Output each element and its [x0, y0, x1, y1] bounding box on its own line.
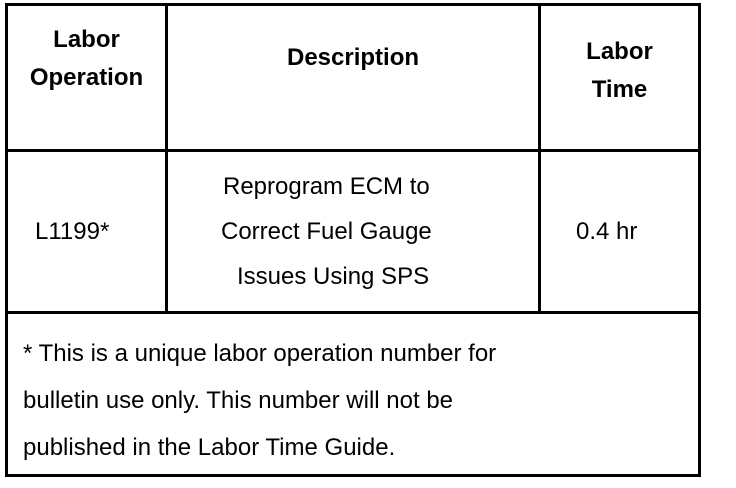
header-labor-time-line1: Labor	[586, 37, 653, 65]
footnote-line1: * This is a unique labor operation number for	[23, 340, 497, 367]
header-labor-operation	[8, 6, 165, 149]
header-labor-operation-line1: Labor	[53, 25, 120, 53]
header-description-text: Description	[286, 43, 420, 71]
footnote	[23, 330, 683, 471]
footnote-line2: bulletin use only. This number will not be	[23, 387, 454, 414]
row-divider	[5, 311, 701, 314]
header-labor-time-line2: Time	[591, 75, 648, 103]
labor-time-value: 0.4 hr	[576, 218, 638, 245]
labor-operation-value: L1199*	[35, 218, 110, 245]
description-line3: Issues Using SPS	[237, 263, 430, 290]
description-line2: Correct Fuel Gauge	[221, 218, 432, 245]
header-labor-operation-line2: Operation	[29, 63, 144, 91]
cell-labor-time	[541, 152, 698, 311]
cell-labor-operation	[8, 152, 165, 311]
cell-description	[168, 152, 538, 311]
header-description	[168, 6, 538, 149]
description-line1: Reprogram ECM to	[223, 173, 430, 200]
header-labor-time	[541, 6, 698, 149]
footnote-line3: published in the Labor Time Guide.	[23, 434, 396, 461]
